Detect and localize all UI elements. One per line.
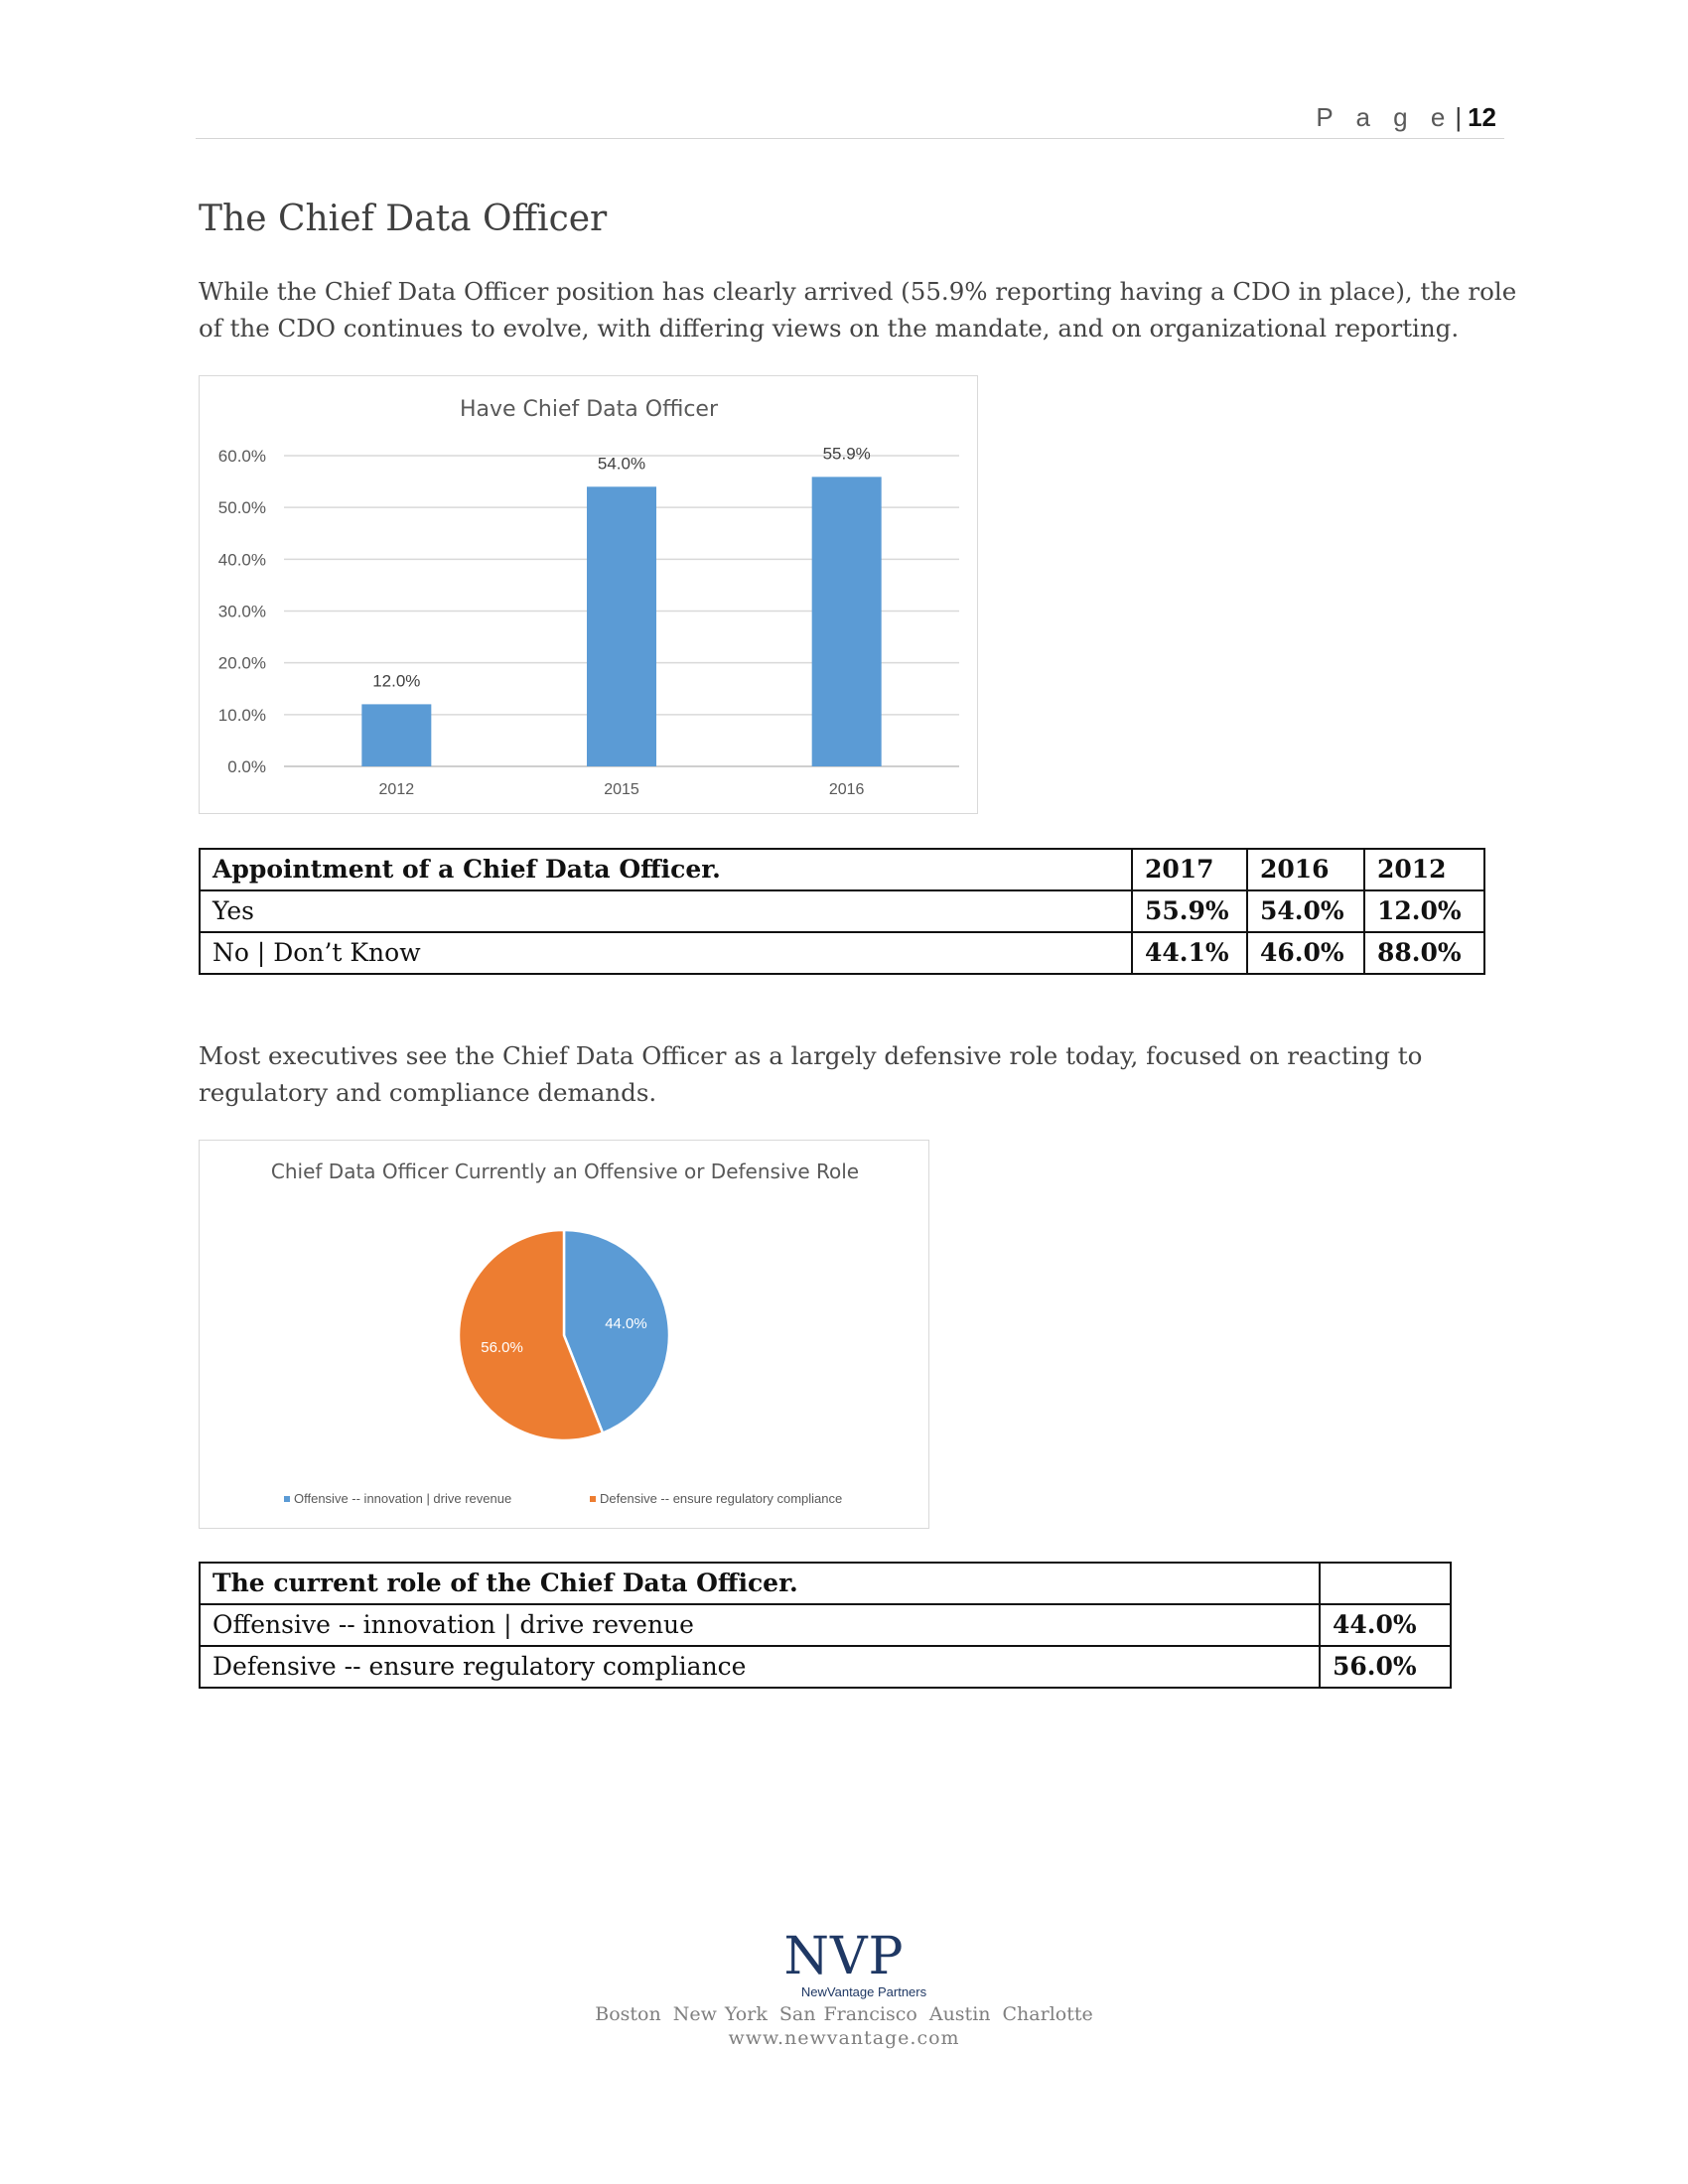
legend-swatch	[284, 1496, 290, 1502]
table-header-row	[200, 1563, 1451, 1604]
website-link[interactable]: www.newvantage.com	[728, 2027, 960, 2049]
x-tick-label: 2012	[378, 781, 415, 798]
legend-swatch	[590, 1496, 596, 1502]
page-number	[1316, 102, 1496, 133]
row-label: Defensive -- ensure regulatory compliance	[200, 1646, 1320, 1688]
page-separator: |	[1455, 102, 1463, 132]
page-number-value: 12	[1468, 102, 1496, 132]
cell-value: 88.0%	[1364, 932, 1484, 974]
city: Boston	[595, 2003, 661, 2025]
table-row	[200, 1604, 1451, 1646]
chart-title: Have Chief Data Officer	[459, 397, 719, 422]
cell-value: 55.9%	[1132, 890, 1247, 932]
cell-value: 54.0%	[1247, 890, 1364, 932]
y-tick-label: 0.0%	[227, 757, 266, 776]
year-header: 2012	[1364, 849, 1484, 890]
year-header: 2016	[1247, 849, 1364, 890]
pie-chart	[200, 1141, 930, 1530]
nvp-logo: NVP	[783, 1927, 905, 1986]
y-tick-label: 50.0%	[217, 498, 266, 518]
legend-label: Offensive -- innovation | drive revenue	[294, 1491, 512, 1506]
y-tick-label: 20.0%	[217, 653, 266, 673]
table-title: Appointment of a Chief Data Officer.	[200, 849, 1132, 890]
y-tick-label: 10.0%	[217, 705, 266, 725]
row-label: No | Don’t Know	[200, 932, 1132, 974]
row-label: Yes	[200, 890, 1132, 932]
data-label: 56.0%	[481, 1338, 523, 1356]
year-header: 2017	[1132, 849, 1247, 890]
y-tick-label: 60.0%	[217, 447, 266, 466]
data-label: 44.0%	[605, 1315, 647, 1333]
data-label: 54.0%	[597, 454, 646, 474]
bar	[812, 477, 882, 766]
row-label: Offensive -- innovation | drive revenue	[200, 1604, 1320, 1646]
data-label: 12.0%	[372, 671, 421, 691]
table-title: The current role of the Chief Data Officer.	[200, 1563, 1320, 1604]
x-tick-label: 2016	[828, 781, 865, 798]
intro-paragraph: While the Chief Data Officer position has clearly arrived (55.9% reporting having a CDO in place), the role of the CDO continues to evolve, with differing views on the mandate, and on organizational reporting.	[199, 277, 1517, 342]
y-tick-label: 30.0%	[217, 602, 266, 621]
city: Charlotte	[1002, 2003, 1093, 2025]
footer	[0, 1927, 1688, 2049]
bar-chart	[200, 376, 979, 815]
cdo-role-table	[199, 1562, 1452, 1689]
cell-value: 44.1%	[1132, 932, 1247, 974]
page-header	[196, 99, 1504, 139]
x-tick-label: 2015	[604, 781, 639, 798]
y-tick-label: 40.0%	[217, 550, 266, 570]
section-title: The Chief Data Officer	[199, 199, 608, 239]
page-label: P a g e	[1316, 102, 1454, 132]
logo-subtitle: NewVantage Partners	[800, 1984, 927, 1999]
cell-value: 46.0%	[1247, 932, 1364, 974]
chart-title: Chief Data Officer Currently an Offensive or Defensive Role	[270, 1160, 860, 1183]
table-row	[200, 890, 1484, 932]
legend-label: Defensive -- ensure regulatory compliance	[600, 1491, 843, 1506]
bar-chart-container	[199, 375, 978, 814]
table-row	[200, 932, 1484, 974]
city: New York	[672, 2003, 768, 2025]
cell-value: 56.0%	[1320, 1646, 1451, 1688]
cell-value: 44.0%	[1320, 1604, 1451, 1646]
pie-chart-container	[199, 1140, 929, 1529]
office-cities	[0, 2003, 1688, 2025]
table-header-row	[200, 849, 1484, 890]
middle-paragraph: Most executives see the Chief Data Officer as a largely defensive role today, focused on reacting to regulatory and compliance demands.	[199, 1041, 1423, 1107]
bar	[587, 486, 656, 766]
city: San Francisco	[778, 2003, 917, 2025]
empty-header-cell	[1320, 1563, 1451, 1604]
cell-value: 12.0%	[1364, 890, 1484, 932]
city: Austin	[928, 2003, 991, 2025]
bar	[361, 704, 431, 766]
data-label: 55.9%	[822, 444, 871, 464]
cdo-appointment-table	[199, 848, 1485, 975]
table-row	[200, 1646, 1451, 1688]
